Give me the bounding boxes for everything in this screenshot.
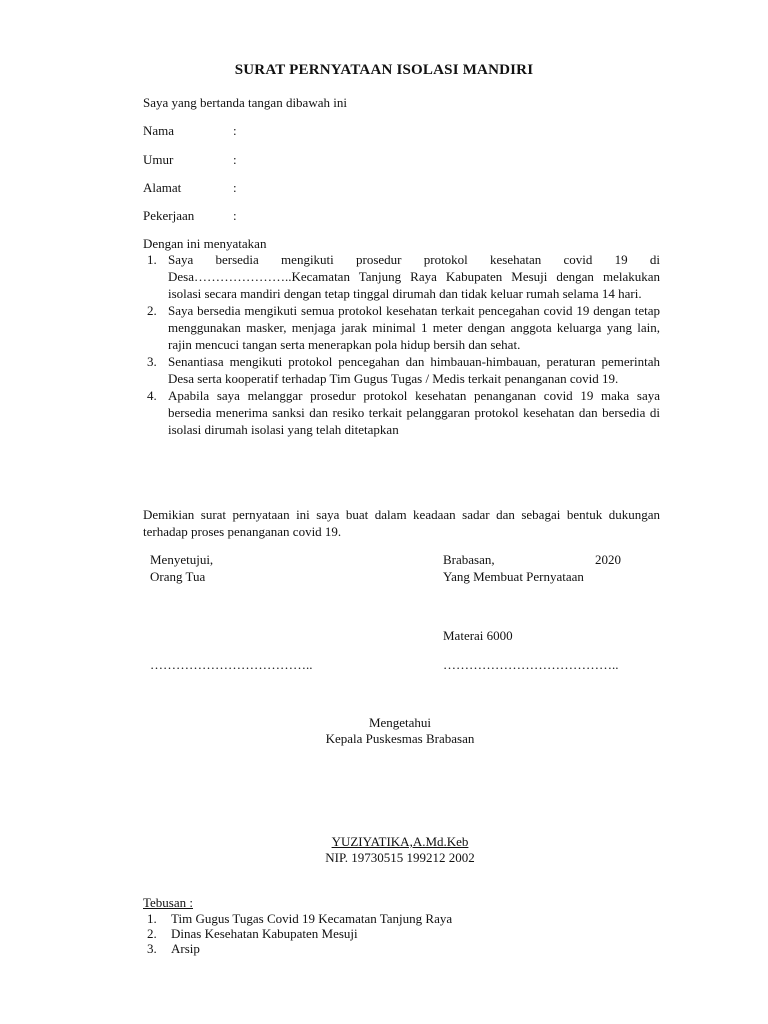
- document-title: SURAT PERNYATAAN ISOLASI MANDIRI: [234, 62, 534, 78]
- list-number: 1.: [147, 252, 157, 267]
- list-number: 2.: [147, 303, 157, 318]
- list-item: [143, 926, 452, 941]
- list-item: [143, 353, 660, 387]
- declaration-intro: Dengan ini menyatakan: [143, 236, 267, 251]
- list-number: 2.: [147, 926, 157, 941]
- field-nama: [143, 122, 237, 139]
- place-date: [443, 551, 621, 568]
- field-separator: :: [233, 152, 237, 167]
- list-text: Arsip: [171, 941, 200, 956]
- list-text: Apabila saya melanggar prosedur protokol kesehatan penanganan covid 19 maka saya bersedia menerima sanksi dan resiko terkait pelanggaran protokol kesehatan dan bersedia di isolasi dirumah isolasi yang telah ditetapkan: [168, 388, 660, 437]
- list-text: Saya bersedia mengikuti prosedur protokol kesehatan covid 19 di Desa…………………..Kecamatan Tanjung Raya Kabupaten Mesuji dengan melakukan isolasi secara mandiri dengan tetap tinggal dirumah dan tidak keluar rumah selama 14 hari.: [168, 252, 660, 301]
- signature-line-left: ………………………………..: [150, 657, 313, 672]
- acknowledger-nip: NIP. 19730515 199212 2002: [325, 850, 475, 865]
- field-label: Nama: [143, 123, 175, 138]
- declaration-list: [143, 251, 660, 438]
- field-label: Umur: [143, 152, 174, 167]
- acknowledger-name-row: [0, 833, 768, 850]
- field-separator: :: [233, 123, 237, 138]
- field-umur: [143, 151, 237, 168]
- declarant-label: Yang Membuat Pernyataan: [443, 569, 584, 584]
- list-number: 3.: [147, 941, 157, 956]
- list-item: [143, 387, 660, 438]
- field-pekerjaan: [143, 207, 237, 224]
- place-name: Brabasan,: [443, 552, 495, 567]
- closing-paragraph: Demikian surat pernyataan ini saya buat dalam keadaan sadar dan sebagai bentuk dukungan terhadap proses penanganan covid 19.: [143, 507, 660, 539]
- approver-role: Orang Tua: [150, 569, 206, 584]
- approval-label: Menyetujui,: [150, 552, 214, 567]
- list-number: 1.: [147, 911, 157, 926]
- field-alamat: [143, 179, 237, 196]
- list-item: [143, 251, 660, 302]
- list-text: Senantiasa mengikuti protokol pencegahan dan himbauan-himbauan, peraturan pemerintah Desa serta kooperatif terhadap Tim Gugus Tugas / Medis terkait penanganan covid 19.: [168, 354, 660, 386]
- acknowledger-role: Kepala Puskesmas Brabasan: [325, 731, 475, 746]
- list-item: [143, 302, 660, 353]
- field-separator: :: [233, 208, 237, 223]
- list-text: Saya bersedia mengikuti semua protokol kesehatan terkait pencegahan covid 19 dengan tetap menggunakan masker, menjaga jarak minimal 1 meter dengan anggota keluarga yang lain, rajin mencuci tangan serta menerapkan pola hidup bersih dan sehat.: [168, 303, 660, 352]
- field-separator: :: [233, 180, 237, 195]
- field-label: Alamat: [143, 180, 182, 195]
- list-item: [143, 941, 452, 956]
- stamp-duty-label: Materai 6000: [443, 628, 513, 643]
- cc-label: Tebusan :: [143, 895, 193, 910]
- list-number: 3.: [147, 354, 157, 369]
- acknowledgement-label: Mengetahui: [368, 715, 432, 730]
- acknowledger-name: YUZIYATIKA,A.Md.Keb: [331, 834, 469, 849]
- field-label: Pekerjaan: [143, 208, 195, 223]
- list-item: [143, 911, 452, 926]
- cc-list: [143, 911, 452, 956]
- intro-text: Saya yang bertanda tangan dibawah ini: [143, 95, 347, 110]
- list-number: 4.: [147, 388, 157, 403]
- list-text: Tim Gugus Tugas Covid 19 Kecamatan Tanjung Raya: [171, 911, 453, 926]
- signature-line-right: …………………………………..: [443, 657, 619, 672]
- year: 2020: [595, 552, 621, 567]
- list-text: Dinas Kesehatan Kabupaten Mesuji: [171, 926, 358, 941]
